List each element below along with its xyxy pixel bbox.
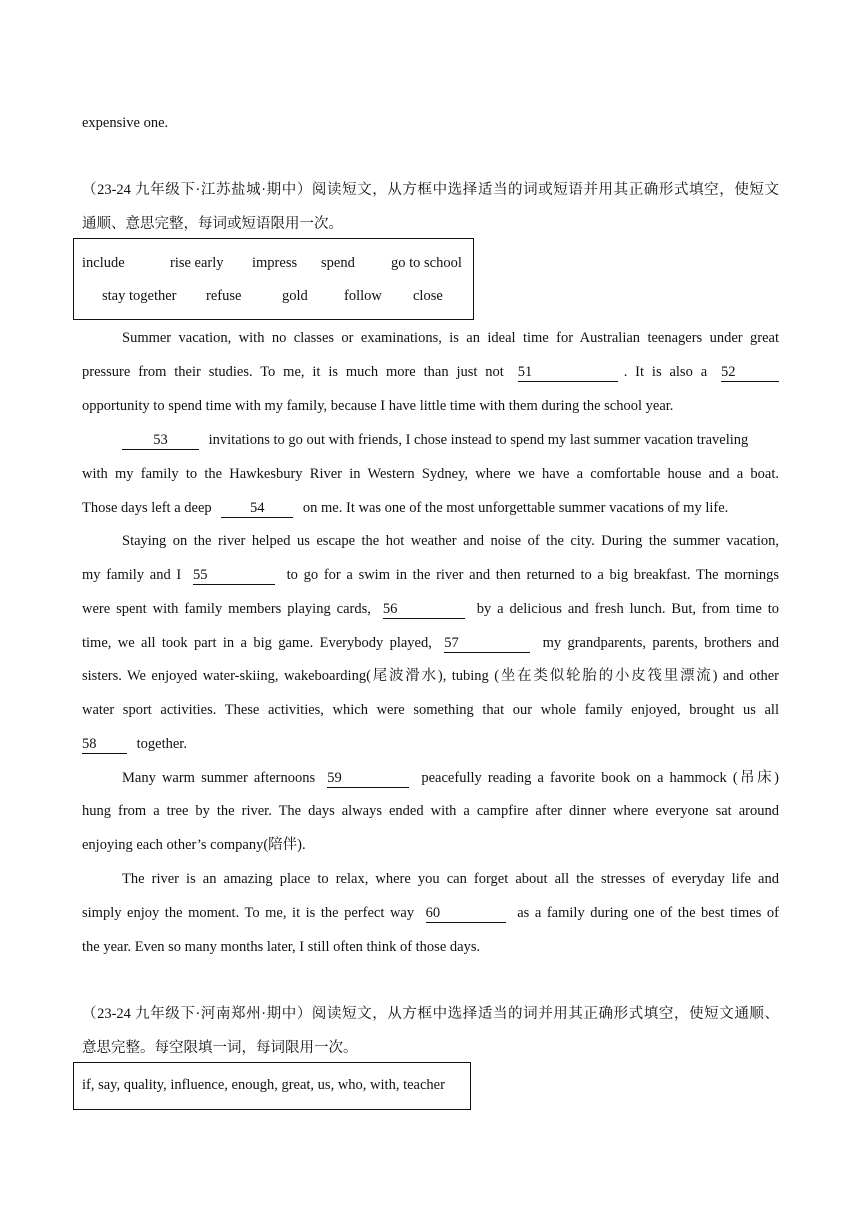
text-line: Staying on the river helped us escape the hot weather and noise of the city. During the summer vacation,: [122, 533, 779, 549]
word-box: [73, 1062, 471, 1110]
word-option: impress: [252, 255, 298, 271]
blank-54[interactable]: 54: [221, 500, 293, 518]
word-option: rise early: [170, 255, 224, 271]
word-option: stay together: [102, 288, 177, 304]
blank-57[interactable]: 57: [444, 635, 530, 653]
text-segment: my grandparents, parents, brothers and: [542, 635, 779, 651]
text-segment: to go for a swim in the river and then returned to a big breakfast. The mornings: [286, 567, 780, 583]
blank-52[interactable]: 52: [721, 364, 779, 382]
word-option: close: [413, 288, 443, 304]
text-segment: by a delicious and fresh lunch. But, from time to: [476, 601, 780, 617]
text-line: [82, 903, 779, 923]
text-segment: simply enjoy the moment. To me, it is the perfect way: [82, 905, 415, 921]
text-line: [82, 734, 779, 754]
blank-53[interactable]: 53: [122, 432, 199, 450]
text-line: The river is an amazing place to relax, where you can forget about all the stresses of everyday life and: [122, 871, 779, 887]
text-segment: invitations to go out with friends, I chose instead to spend my last summer vacation traveling: [208, 432, 749, 448]
section1-instruction: （23-24 九年级下·江苏盐城·期中）阅读短文，从方框中选择适当的词或短语并用其正确形式填空，使短文: [82, 182, 779, 198]
text-segment: . It is also a: [623, 364, 708, 380]
text-segment: pressure from their studies. To me, it is much more than just not: [82, 364, 504, 380]
text-segment: my family and I: [82, 567, 182, 583]
word-option: follow: [344, 288, 382, 304]
text-segment: Those days left a deep: [82, 500, 212, 516]
text-segment: peacefully reading a favorite book on a hammock (吊床): [421, 770, 779, 786]
text-line: the year. Even so many months later, I still often think of those days.: [82, 939, 481, 955]
text-line: expensive one.: [82, 115, 169, 131]
text-segment: on me. It was one of the most unforgettable summer vacations of my life.: [302, 500, 729, 516]
word-option: gold: [282, 288, 308, 304]
section2-instruction: 意思完整。每空限填一词，每词限用一次。: [82, 1040, 358, 1056]
word-option: go to school: [391, 255, 462, 271]
blank-56[interactable]: 56: [383, 601, 465, 619]
blank-59[interactable]: 59: [327, 770, 409, 788]
text-segment: were spent with family members playing cards,: [82, 601, 371, 617]
text-line: [82, 599, 779, 619]
text-segment: Many warm summer afternoons: [122, 770, 316, 786]
word-option: refuse: [206, 288, 242, 304]
word-option: spend: [321, 255, 355, 271]
blank-60[interactable]: 60: [426, 905, 506, 923]
blank-58[interactable]: 58: [82, 736, 127, 754]
text-line: [82, 565, 779, 585]
text-line: with my family to the Hawkesbury River in Western Sydney, where we have a comfortable house and a boat.: [82, 466, 779, 482]
text-line: sisters. We enjoyed water-skiing, wakeboarding(尾波滑水), tubing (坐在类似轮胎的小皮筏里漂流) and other: [82, 668, 779, 684]
text-line: water sport activities. These activities, which were something that our whole family enjoyed, brought us all: [82, 702, 779, 718]
text-line: [122, 768, 779, 788]
word-option: include: [82, 255, 125, 271]
blank-55[interactable]: 55: [193, 567, 275, 585]
word-list: if, say, quality, influence, enough, great, us, who, with, teacher: [82, 1077, 445, 1093]
word-box: [73, 238, 474, 320]
text-segment: together.: [136, 736, 187, 752]
blank-51[interactable]: 51: [518, 364, 618, 382]
text-segment: as a family during one of the best times of: [517, 905, 780, 921]
text-line: [82, 633, 779, 653]
text-line: [82, 498, 779, 518]
text-line: [122, 430, 779, 450]
text-line: hung from a tree by the river. The days always ended with a campfire after dinner where everyone sat around: [82, 803, 779, 819]
text-line: opportunity to spend time with my family, because I have little time with them during the school year.: [82, 398, 674, 414]
text-line: Summer vacation, with no classes or examinations, is an ideal time for Australian teenagers under great: [122, 330, 779, 346]
text-segment: time, we all took part in a big game. Everybody played,: [82, 635, 432, 651]
section1-instruction: 通顺、意思完整，每词或短语限用一次。: [82, 216, 343, 232]
text-line: enjoying each other’s company(陪伴).: [82, 837, 306, 853]
text-line: [82, 362, 779, 382]
section2-instruction: （23-24 九年级下·河南郑州·期中）阅读短文，从方框中选择适当的词并用其正确形式填空，使短文通顺、: [82, 1006, 779, 1022]
